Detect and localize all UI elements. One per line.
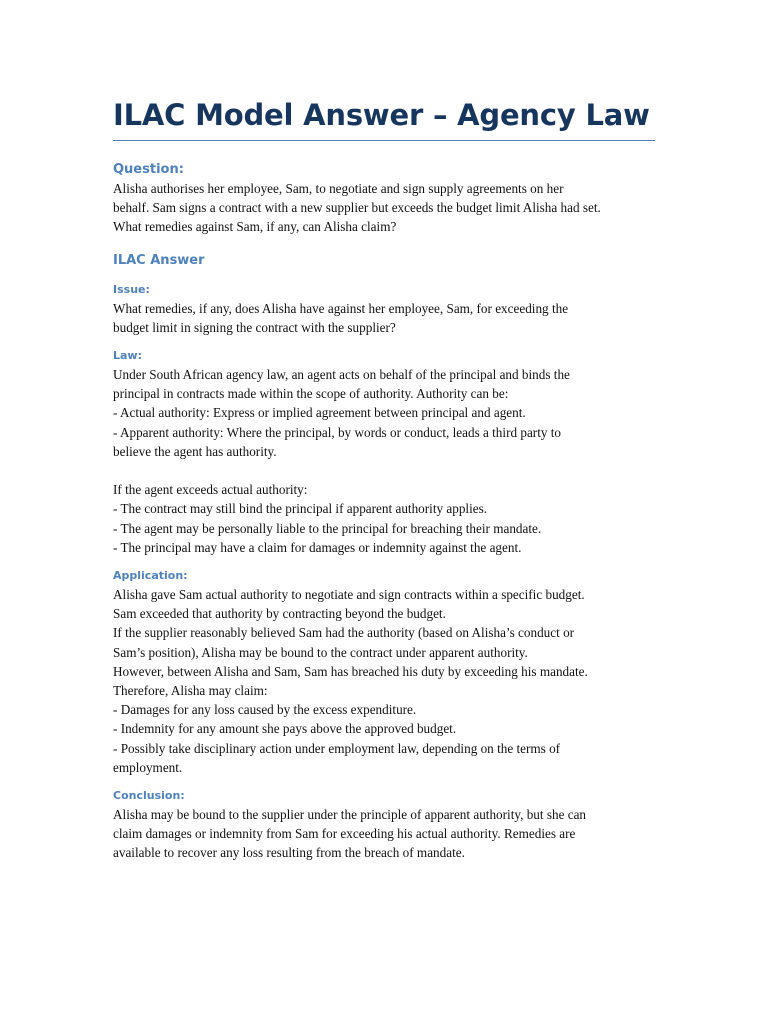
application-line: If the supplier reasonably believed Sam had the authority (based on Alisha’s conduct or [113,625,575,641]
document-page [113,96,658,863]
question-line: Alisha authorises her employee, Sam, to negotiate and sign supply agreements on her [113,181,564,196]
title-underline [113,140,655,141]
issue-text [113,299,658,337]
law-section [113,349,658,557]
application-line: - Possibly take disciplinary action under employment law, depending on the terms of [113,740,561,756]
law-line: - Apparent authority: Where the principal, by words or conduct, leads a third party to [113,424,562,440]
issue-line: budget limit in signing the contract with the supplier? [113,319,396,335]
conclusion-text [113,805,658,863]
question-section [113,162,658,237]
law-line: - The principal may have a claim for damages or indemnity against the agent. [113,539,522,555]
law-line: Under South African agency law, an agent acts on behalf of the principal and binds the [113,367,570,383]
application-heading: Application: [113,569,188,583]
answer-heading: ILAC Answer [113,252,205,268]
question-line: behalf. Sam signs a contract with a new supplier but exceeds the budget limit Alisha had set. [113,200,601,216]
law-line: - The agent may be personally liable to the principal for breaching their mandate. [113,520,542,536]
paragraph-break [113,461,658,480]
application-line: Therefore, Alisha may claim: [113,683,268,699]
question-line: What remedies against Sam, if any, can Alisha claim? [113,219,397,235]
law-line: - Actual authority: Express or implied agreement between principal and agent. [113,405,526,421]
application-line: However, between Alisha and Sam, Sam has breached his duty by exceeding his mandate. [113,663,588,679]
application-text [113,585,658,777]
document-title: ILAC Model Answer – Agency Law [113,98,650,132]
application-line: Sam exceeded that authority by contracting beyond the budget. [113,606,446,622]
conclusion-line: Alisha may be bound to the supplier under the principle of apparent authority, but she can [113,807,587,823]
issue-line: What remedies, if any, does Alisha have against her employee, Sam, for exceeding the [113,300,569,316]
application-line: - Indemnity for any amount she pays above the approved budget. [113,721,457,737]
law-text [113,365,658,557]
conclusion-section [113,789,658,863]
application-line: employment. [113,759,183,775]
law-heading: Law: [113,349,142,363]
application-section [113,569,658,777]
application-line: Sam’s position), Alisha may be bound to the contract under apparent authority. [113,644,528,660]
law-line: If the agent exceeds actual authority: [113,482,308,498]
law-line: principal in contracts made within the scope of authority. Authority can be: [113,386,509,402]
law-line: - The contract may still bind the principal if apparent authority applies. [113,501,488,517]
question-heading: Question: [113,162,184,177]
application-line: Alisha gave Sam actual authority to negotiate and sign contracts within a specific budget. [113,587,585,603]
conclusion-line: claim damages or indemnity from Sam for exceeding his actual authority. Remedies are [113,826,576,842]
law-line: believe the agent has authority. [113,443,277,459]
issue-section [113,283,658,337]
conclusion-heading: Conclusion: [113,789,185,803]
issue-heading: Issue: [113,282,150,296]
conclusion-line: available to recover any loss resulting from the breach of mandate. [113,845,465,861]
question-text [113,179,658,237]
application-line: - Damages for any loss caused by the excess expenditure. [113,702,417,718]
